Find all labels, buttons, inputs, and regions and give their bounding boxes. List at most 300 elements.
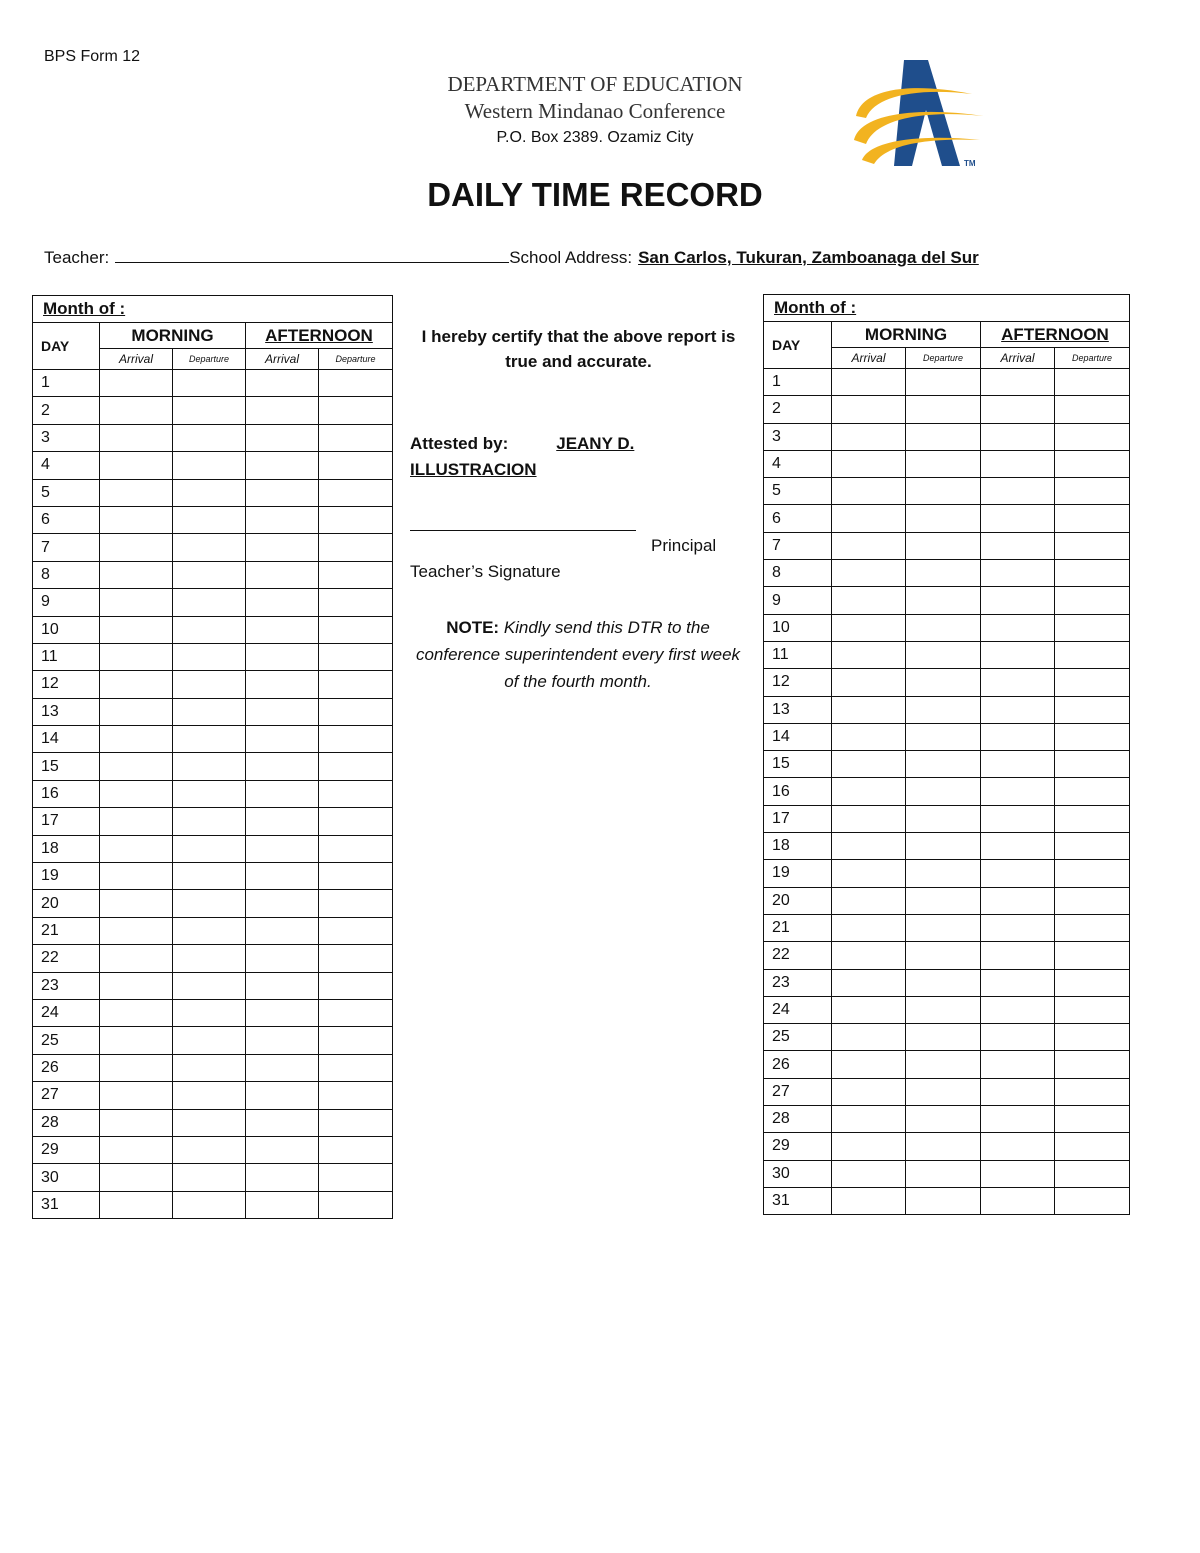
afternoon-departure-cell[interactable]	[1055, 1051, 1130, 1078]
morning-arrival-cell[interactable]	[832, 751, 906, 778]
day-number: 24	[764, 996, 832, 1023]
day-row	[33, 1027, 393, 1054]
day-row	[764, 696, 1130, 723]
afternoon-departure-cell[interactable]	[1055, 614, 1130, 641]
afternoon-arrival-cell[interactable]	[246, 917, 319, 944]
afternoon-arrival-cell[interactable]	[981, 805, 1055, 832]
morning-departure-cell[interactable]	[173, 1191, 246, 1218]
day-row	[33, 945, 393, 972]
day-row	[764, 1187, 1130, 1214]
afternoon-arrival-cell[interactable]	[246, 1054, 319, 1081]
afternoon-arrival-cell[interactable]	[246, 561, 319, 588]
day-number: 8	[33, 561, 100, 588]
day-row	[33, 753, 393, 780]
afternoon-arrival-cell[interactable]	[246, 589, 319, 616]
afternoon-arrival-cell[interactable]	[981, 996, 1055, 1023]
morning-departure-cell[interactable]	[173, 999, 246, 1026]
day-row	[33, 616, 393, 643]
morning-departure-cell[interactable]	[906, 1024, 981, 1051]
afternoon-arrival-cell[interactable]	[246, 1109, 319, 1136]
day-row	[764, 478, 1130, 505]
afternoon-arrival-cell[interactable]	[981, 478, 1055, 505]
morning-arrival-cell[interactable]	[832, 1187, 906, 1214]
morning-arrival-cell[interactable]	[100, 726, 173, 753]
afternoon-arrival-cell[interactable]	[246, 479, 319, 506]
morning-arrival-cell[interactable]	[832, 641, 906, 668]
afternoon-arrival-cell[interactable]	[246, 1027, 319, 1054]
afternoon-arrival-cell[interactable]	[246, 671, 319, 698]
morning-departure-cell[interactable]	[173, 917, 246, 944]
conference-name: Western Mindanao Conference	[464, 99, 726, 123]
day-row	[33, 1191, 393, 1218]
morning-departure-cell[interactable]	[906, 614, 981, 641]
afternoon-arrival-cell[interactable]	[246, 972, 319, 999]
morning-departure-cell[interactable]	[906, 450, 981, 477]
afternoon-arrival-cell[interactable]	[246, 1136, 319, 1163]
morning-arrival-cell[interactable]	[100, 452, 173, 479]
afternoon-arrival-cell[interactable]	[981, 723, 1055, 750]
morning-arrival-cell[interactable]	[832, 396, 906, 423]
morning-arrival-cell[interactable]	[832, 369, 906, 396]
morning-arrival-cell[interactable]	[832, 969, 906, 996]
afternoon-arrival-cell[interactable]	[981, 1106, 1055, 1133]
morning-arrival-cell[interactable]	[100, 397, 173, 424]
afternoon-arrival-cell[interactable]	[246, 863, 319, 890]
morning-departure-cell[interactable]	[906, 1160, 981, 1187]
morning-arrival-cell[interactable]	[832, 778, 906, 805]
morning-departure-cell[interactable]	[906, 969, 981, 996]
afternoon-departure-cell[interactable]	[1055, 696, 1130, 723]
day-number: 25	[33, 1027, 100, 1054]
day-row	[33, 506, 393, 533]
morning-departure-cell[interactable]	[173, 972, 246, 999]
afternoon-arrival-cell[interactable]	[246, 370, 319, 397]
morning-departure-cell[interactable]	[906, 778, 981, 805]
day-row	[33, 917, 393, 944]
morning-arrival-cell[interactable]	[100, 616, 173, 643]
morning-arrival-cell[interactable]	[100, 698, 173, 725]
afternoon-departure-cell[interactable]	[1055, 669, 1130, 696]
day-number: 23	[764, 969, 832, 996]
afternoon-arrival-cell[interactable]	[981, 1133, 1055, 1160]
afternoon-departure-cell[interactable]	[319, 972, 393, 999]
afternoon-departure-cell[interactable]	[319, 589, 393, 616]
morning-arrival-cell[interactable]	[832, 1106, 906, 1133]
afternoon-departure-cell[interactable]	[1055, 505, 1130, 532]
afternoon-departure-cell[interactable]	[319, 945, 393, 972]
morning-arrival-cell[interactable]	[100, 999, 173, 1026]
morning-departure-cell[interactable]	[906, 996, 981, 1023]
afternoon-departure-cell[interactable]	[319, 1027, 393, 1054]
morning-arrival-cell[interactable]	[100, 589, 173, 616]
morning-departure-cell[interactable]	[173, 780, 246, 807]
day-number: 9	[764, 587, 832, 614]
morning-departure-cell[interactable]	[906, 860, 981, 887]
afternoon-departure-cell[interactable]	[319, 863, 393, 890]
afternoon-departure-cell[interactable]	[319, 1136, 393, 1163]
morning-departure-cell[interactable]	[173, 370, 246, 397]
morning-arrival-cell[interactable]	[832, 860, 906, 887]
afternoon-departure-cell[interactable]	[319, 835, 393, 862]
day-row	[33, 972, 393, 999]
morning-departure-cell[interactable]	[906, 1106, 981, 1133]
morning-departure-cell[interactable]	[906, 751, 981, 778]
morning-departure-cell[interactable]	[173, 643, 246, 670]
morning-arrival-cell[interactable]	[832, 532, 906, 559]
afternoon-arrival-cell[interactable]	[246, 643, 319, 670]
afternoon-departure-cell[interactable]	[319, 479, 393, 506]
morning-departure-cell[interactable]	[173, 1136, 246, 1163]
attested-by-block	[410, 431, 740, 483]
morning-arrival-cell[interactable]	[100, 643, 173, 670]
afternoon-arrival-cell[interactable]	[246, 1164, 319, 1191]
morning-arrival-cell[interactable]	[100, 1054, 173, 1081]
morning-departure-cell[interactable]	[906, 478, 981, 505]
afternoon-departure-cell[interactable]	[319, 643, 393, 670]
morning-arrival-cell[interactable]	[832, 1051, 906, 1078]
teacher-signature-line[interactable]	[410, 530, 636, 531]
afternoon-departure-cell[interactable]	[319, 534, 393, 561]
afternoon-arrival-cell[interactable]	[981, 860, 1055, 887]
morning-departure-cell[interactable]	[173, 835, 246, 862]
teacher-name-field[interactable]	[115, 246, 509, 263]
morning-departure-header: Departure	[906, 348, 981, 369]
day-column-header: DAY	[764, 322, 832, 369]
afternoon-arrival-cell[interactable]	[981, 396, 1055, 423]
afternoon-departure-cell[interactable]	[319, 1164, 393, 1191]
afternoon-arrival-cell[interactable]	[246, 698, 319, 725]
morning-arrival-cell[interactable]	[832, 805, 906, 832]
afternoon-arrival-cell[interactable]	[246, 534, 319, 561]
morning-departure-cell[interactable]	[906, 805, 981, 832]
day-row	[33, 808, 393, 835]
morning-arrival-cell[interactable]	[832, 505, 906, 532]
morning-departure-cell[interactable]	[906, 423, 981, 450]
day-row	[764, 669, 1130, 696]
afternoon-arrival-cell[interactable]	[246, 726, 319, 753]
morning-arrival-cell[interactable]	[832, 887, 906, 914]
day-row	[33, 835, 393, 862]
afternoon-departure-cell[interactable]	[319, 370, 393, 397]
afternoon-arrival-cell[interactable]	[981, 641, 1055, 668]
morning-arrival-cell[interactable]	[100, 863, 173, 890]
morning-arrival-cell[interactable]	[832, 1024, 906, 1051]
morning-arrival-cell[interactable]	[832, 560, 906, 587]
afternoon-departure-cell[interactable]	[319, 917, 393, 944]
morning-departure-cell[interactable]	[906, 914, 981, 941]
afternoon-departure-cell[interactable]	[1055, 478, 1130, 505]
day-row	[33, 726, 393, 753]
morning-departure-cell[interactable]	[173, 1109, 246, 1136]
afternoon-departure-cell[interactable]	[1055, 396, 1130, 423]
afternoon-departure-cell[interactable]	[1055, 833, 1130, 860]
morning-arrival-cell[interactable]	[832, 614, 906, 641]
morning-arrival-cell[interactable]	[100, 1027, 173, 1054]
morning-arrival-cell[interactable]	[832, 696, 906, 723]
morning-arrival-cell[interactable]	[832, 1133, 906, 1160]
morning-departure-cell[interactable]	[173, 1054, 246, 1081]
morning-departure-cell[interactable]	[173, 1164, 246, 1191]
afternoon-arrival-cell[interactable]	[981, 1051, 1055, 1078]
day-row	[764, 833, 1130, 860]
afternoon-departure-cell[interactable]	[1055, 1106, 1130, 1133]
afternoon-departure-cell[interactable]	[1055, 778, 1130, 805]
morning-departure-cell[interactable]	[906, 369, 981, 396]
morning-arrival-cell[interactable]	[100, 479, 173, 506]
morning-departure-cell[interactable]	[906, 1078, 981, 1105]
note-label: NOTE:	[446, 618, 500, 637]
afternoon-departure-cell[interactable]	[319, 424, 393, 451]
dtr-grid	[32, 295, 393, 1219]
afternoon-arrival-cell[interactable]	[981, 942, 1055, 969]
morning-departure-cell[interactable]	[173, 452, 246, 479]
morning-arrival-cell[interactable]	[100, 1164, 173, 1191]
morning-departure-cell[interactable]	[173, 561, 246, 588]
afternoon-arrival-cell[interactable]	[981, 914, 1055, 941]
morning-arrival-cell[interactable]	[100, 561, 173, 588]
day-number: 22	[764, 942, 832, 969]
morning-departure-cell[interactable]	[173, 616, 246, 643]
morning-arrival-cell[interactable]	[832, 833, 906, 860]
afternoon-departure-cell[interactable]	[319, 616, 393, 643]
morning-departure-cell[interactable]	[906, 669, 981, 696]
afternoon-arrival-cell[interactable]	[246, 890, 319, 917]
afternoon-departure-cell[interactable]	[319, 726, 393, 753]
department-name: DEPARTMENT OF EDUCATION	[447, 72, 743, 96]
teacher-info-line	[44, 246, 979, 268]
day-number: 28	[764, 1106, 832, 1133]
morning-departure-cell[interactable]	[906, 641, 981, 668]
afternoon-arrival-cell[interactable]	[981, 369, 1055, 396]
morning-arrival-cell[interactable]	[100, 1109, 173, 1136]
afternoon-arrival-cell[interactable]	[246, 945, 319, 972]
day-row	[33, 589, 393, 616]
morning-departure-cell[interactable]	[906, 723, 981, 750]
afternoon-departure-cell[interactable]	[319, 452, 393, 479]
afternoon-arrival-cell[interactable]	[981, 423, 1055, 450]
morning-departure-cell[interactable]	[173, 479, 246, 506]
morning-header: MORNING	[100, 323, 246, 349]
day-number: 31	[764, 1187, 832, 1214]
day-number: 23	[33, 972, 100, 999]
afternoon-arrival-cell[interactable]	[246, 397, 319, 424]
morning-departure-cell[interactable]	[173, 726, 246, 753]
afternoon-departure-cell[interactable]	[1055, 996, 1130, 1023]
morning-arrival-cell[interactable]	[832, 669, 906, 696]
day-row	[764, 423, 1130, 450]
morning-arrival-cell[interactable]	[100, 1191, 173, 1218]
afternoon-departure-cell[interactable]	[1055, 942, 1130, 969]
day-number: 10	[764, 614, 832, 641]
morning-departure-cell[interactable]	[173, 671, 246, 698]
afternoon-departure-cell[interactable]	[1055, 723, 1130, 750]
morning-departure-cell[interactable]	[906, 833, 981, 860]
afternoon-departure-cell[interactable]	[1055, 1078, 1130, 1105]
afternoon-departure-cell[interactable]	[319, 698, 393, 725]
afternoon-arrival-cell[interactable]	[981, 1078, 1055, 1105]
day-row	[764, 751, 1130, 778]
day-row	[33, 397, 393, 424]
morning-departure-cell[interactable]	[173, 397, 246, 424]
afternoon-arrival-cell[interactable]	[981, 450, 1055, 477]
afternoon-arrival-cell[interactable]	[981, 778, 1055, 805]
day-number: 27	[764, 1078, 832, 1105]
afternoon-departure-cell[interactable]	[1055, 587, 1130, 614]
afternoon-arrival-cell[interactable]	[246, 616, 319, 643]
morning-arrival-cell[interactable]	[100, 506, 173, 533]
afternoon-departure-cell[interactable]	[319, 561, 393, 588]
afternoon-departure-cell[interactable]	[1055, 532, 1130, 559]
afternoon-arrival-cell[interactable]	[246, 999, 319, 1026]
afternoon-arrival-cell[interactable]	[981, 614, 1055, 641]
afternoon-arrival-cell[interactable]	[246, 1082, 319, 1109]
morning-departure-cell[interactable]	[906, 505, 981, 532]
day-row	[33, 479, 393, 506]
afternoon-arrival-cell[interactable]	[246, 1191, 319, 1218]
afternoon-arrival-cell[interactable]	[981, 505, 1055, 532]
morning-arrival-cell[interactable]	[832, 587, 906, 614]
morning-departure-cell[interactable]	[173, 863, 246, 890]
morning-departure-cell[interactable]	[906, 1187, 981, 1214]
afternoon-departure-cell[interactable]	[1055, 1187, 1130, 1214]
day-row	[764, 587, 1130, 614]
afternoon-departure-cell[interactable]	[1055, 751, 1130, 778]
afternoon-departure-cell[interactable]	[319, 808, 393, 835]
morning-departure-cell[interactable]	[173, 808, 246, 835]
afternoon-departure-cell[interactable]	[319, 397, 393, 424]
day-number: 1	[764, 369, 832, 396]
afternoon-arrival-cell[interactable]	[981, 696, 1055, 723]
morning-departure-cell[interactable]	[173, 1027, 246, 1054]
afternoon-departure-cell[interactable]	[1055, 914, 1130, 941]
afternoon-departure-cell[interactable]	[1055, 805, 1130, 832]
afternoon-departure-cell[interactable]	[319, 780, 393, 807]
morning-departure-cell[interactable]	[906, 696, 981, 723]
afternoon-departure-cell[interactable]	[1055, 369, 1130, 396]
morning-arrival-cell[interactable]	[100, 534, 173, 561]
morning-departure-cell[interactable]	[173, 945, 246, 972]
morning-arrival-cell[interactable]	[832, 723, 906, 750]
afternoon-departure-cell[interactable]	[319, 506, 393, 533]
afternoon-departure-cell[interactable]	[1055, 450, 1130, 477]
morning-departure-cell[interactable]	[173, 1082, 246, 1109]
afternoon-departure-cell[interactable]	[1055, 1133, 1130, 1160]
afternoon-arrival-cell[interactable]	[246, 780, 319, 807]
morning-departure-cell[interactable]	[173, 589, 246, 616]
afternoon-departure-cell[interactable]	[319, 671, 393, 698]
morning-arrival-cell[interactable]	[100, 808, 173, 835]
afternoon-arrival-cell[interactable]	[981, 969, 1055, 996]
morning-arrival-cell[interactable]	[100, 671, 173, 698]
morning-departure-cell[interactable]	[906, 887, 981, 914]
morning-departure-cell[interactable]	[906, 587, 981, 614]
afternoon-arrival-cell[interactable]	[981, 751, 1055, 778]
day-row	[764, 1106, 1130, 1133]
afternoon-departure-cell[interactable]	[1055, 860, 1130, 887]
afternoon-arrival-cell[interactable]	[981, 560, 1055, 587]
afternoon-departure-cell[interactable]	[1055, 887, 1130, 914]
morning-departure-cell[interactable]	[173, 424, 246, 451]
afternoon-departure-cell[interactable]	[1055, 560, 1130, 587]
morning-arrival-cell[interactable]	[100, 835, 173, 862]
morning-departure-cell[interactable]	[906, 1051, 981, 1078]
morning-arrival-cell[interactable]	[832, 942, 906, 969]
morning-departure-cell[interactable]	[906, 532, 981, 559]
afternoon-departure-cell[interactable]	[319, 999, 393, 1026]
morning-arrival-cell[interactable]	[100, 945, 173, 972]
morning-arrival-cell[interactable]	[100, 780, 173, 807]
afternoon-arrival-cell[interactable]	[981, 1024, 1055, 1051]
afternoon-arrival-cell[interactable]	[981, 532, 1055, 559]
afternoon-departure-cell[interactable]	[1055, 641, 1130, 668]
morning-departure-cell[interactable]	[173, 534, 246, 561]
afternoon-arrival-cell[interactable]	[246, 506, 319, 533]
afternoon-arrival-cell[interactable]	[981, 1187, 1055, 1214]
afternoon-departure-cell[interactable]	[319, 753, 393, 780]
afternoon-arrival-cell[interactable]	[981, 833, 1055, 860]
morning-arrival-cell[interactable]	[100, 1136, 173, 1163]
afternoon-departure-cell[interactable]	[1055, 1160, 1130, 1187]
morning-arrival-cell[interactable]	[832, 478, 906, 505]
morning-departure-cell[interactable]	[906, 1133, 981, 1160]
morning-arrival-cell[interactable]	[100, 424, 173, 451]
morning-arrival-cell[interactable]	[832, 914, 906, 941]
morning-arrival-cell[interactable]	[100, 917, 173, 944]
afternoon-departure-cell[interactable]	[1055, 969, 1130, 996]
morning-departure-cell[interactable]	[173, 698, 246, 725]
morning-departure-cell[interactable]	[173, 753, 246, 780]
day-number: 29	[764, 1133, 832, 1160]
afternoon-arrival-cell[interactable]	[981, 587, 1055, 614]
afternoon-arrival-cell[interactable]	[981, 1160, 1055, 1187]
afternoon-departure-cell[interactable]	[1055, 1024, 1130, 1051]
afternoon-arrival-cell[interactable]	[246, 753, 319, 780]
afternoon-arrival-cell[interactable]	[981, 669, 1055, 696]
afternoon-arrival-cell[interactable]	[246, 424, 319, 451]
morning-departure-cell[interactable]	[906, 560, 981, 587]
afternoon-arrival-cell[interactable]	[246, 835, 319, 862]
morning-arrival-cell[interactable]	[100, 370, 173, 397]
day-number: 17	[33, 808, 100, 835]
morning-arrival-cell[interactable]	[100, 890, 173, 917]
afternoon-arrival-cell[interactable]	[981, 887, 1055, 914]
morning-departure-cell[interactable]	[906, 396, 981, 423]
morning-departure-cell[interactable]	[173, 890, 246, 917]
afternoon-departure-cell[interactable]	[319, 1109, 393, 1136]
morning-arrival-cell[interactable]	[100, 972, 173, 999]
afternoon-departure-cell[interactable]	[319, 1054, 393, 1081]
day-row	[33, 999, 393, 1026]
morning-departure-cell[interactable]	[906, 942, 981, 969]
morning-arrival-cell[interactable]	[100, 1082, 173, 1109]
afternoon-arrival-cell[interactable]	[246, 452, 319, 479]
morning-arrival-cell[interactable]	[832, 996, 906, 1023]
morning-arrival-cell[interactable]	[832, 1078, 906, 1105]
form-code: BPS Form 12	[44, 48, 141, 65]
afternoon-departure-cell[interactable]	[319, 1082, 393, 1109]
afternoon-arrival-cell[interactable]	[246, 808, 319, 835]
morning-arrival-cell[interactable]	[100, 753, 173, 780]
afternoon-departure-cell[interactable]	[319, 1191, 393, 1218]
morning-arrival-cell[interactable]	[832, 423, 906, 450]
afternoon-departure-header: Departure	[319, 349, 393, 370]
morning-arrival-cell[interactable]	[832, 1160, 906, 1187]
morning-arrival-cell[interactable]	[832, 450, 906, 477]
day-number: 24	[33, 999, 100, 1026]
morning-departure-cell[interactable]	[173, 506, 246, 533]
afternoon-departure-cell[interactable]	[1055, 423, 1130, 450]
afternoon-departure-cell[interactable]	[319, 890, 393, 917]
